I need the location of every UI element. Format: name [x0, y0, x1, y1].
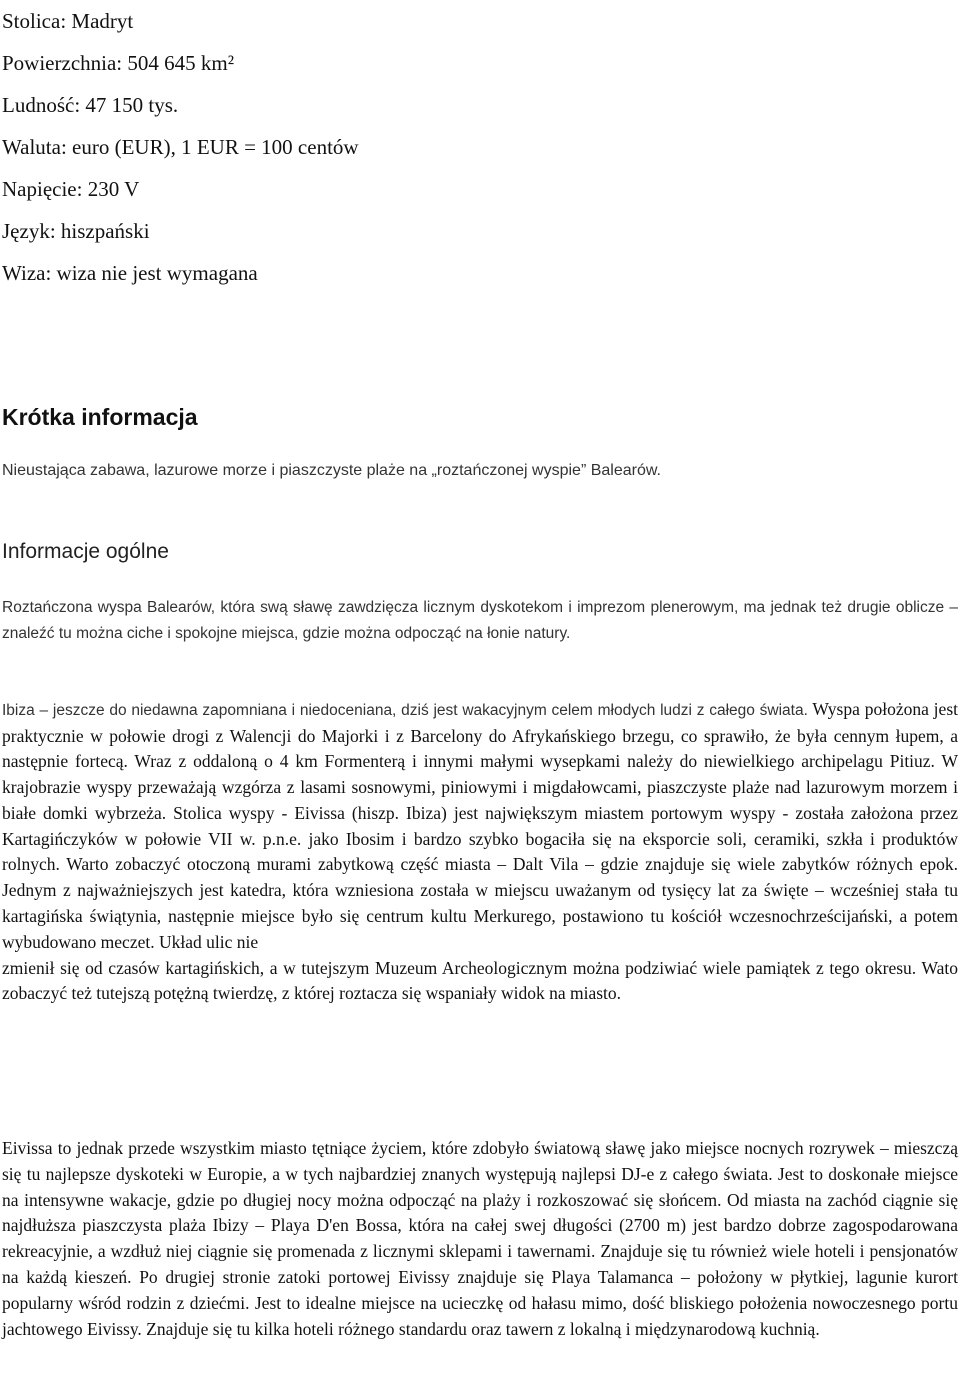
paragraph-2-intro: Ibiza – jeszcze do niedawna zapomniana i niedoceniana, dziś jest wakacyjnym celem młodych ludzi z całego świata.	[2, 702, 808, 719]
fact-voltage: Napięcie: 230 V	[2, 177, 140, 201]
general-info-paragraph-3: Eivissa to jednak przede wszystkim miasto tętniące życiem, które zdobyło światową sławę jako miejsce nocnych rozrywek – mieszczą się tu najlepsze dyskoteki w Europie, a w tych najbardziej znanych występują najlepsi DJ-e z całego świata. Jest to doskonałe miejsce na intensywne wakacje, gdzie po długiej nocy można odpocząć na plaży i rozkoszować się słońcem. Od miasta na zachód ciągnie się najdłuższa piaszczysta plaża Ibizy – Playa D'en Bossa, która na całej swej długości (2700 m) jest bardzo dobrze zagospodarowana rekreacyjnie, a wzdłuż niej ciągnie się promenada z licznymi sklepami i tawernami. Znajduje się tu również wiele hoteli i pensjonatów na każdą kieszeń. Po drugiej stronie zatoki portowej Eivissy znajduje się Playa Talamanca – położony w płytkiej, lagunie kurort popularny wśród rodzin z dziećmi. Jest to idealne miejsce na ucieczkę od hałasu mimo, dość bliskiego położenia nowoczesnego portu jachtowego Eivissy. Znajduje się tu kilka hoteli różnego standardu oraz tawern z lokalną i międzynarodową kuchnią.	[2, 1138, 958, 1339]
fact-population: Ludność: 47 150 tys.	[2, 93, 179, 117]
fact-language: Język: hiszpański	[2, 219, 150, 243]
general-info-heading: Informacje ogólne	[2, 540, 169, 563]
short-info-text: Nieustająca zabawa, lazurowe morze i piaszczyste plaże na „roztańczonej wyspie” Balearów.	[2, 462, 661, 479]
paragraph-2-tail: zmienił się od czasów kartagińskich, a w tutejszym Muzeum Archeologicznym można podziwiać wiele pamiątek z tego okresu. Wato zobaczyć też tutejszą potężną twierdzę, z której roztacza się wspaniały widok na miasto.	[2, 957, 958, 1004]
fact-capital: Stolica: Madryt	[2, 9, 134, 33]
fact-currency: Waluta: euro (EUR), 1 EUR = 100 centów	[2, 135, 359, 159]
general-info-paragraph-2	[2, 697, 958, 1007]
general-info-paragraph-1: Roztańczona wyspa Balearów, która swą sławę zawdzięcza licznym dyskotekom i imprezom plenerowym, ma jednak też drugie oblicze – znaleźć tu można ciche i spokojne miejsca, gdzie można odpocząć na łonie natury.	[2, 599, 958, 642]
fact-visa: Wiza: wiza nie jest wymagana	[2, 261, 258, 285]
fact-area: Powierzchnia: 504 645 km²	[2, 51, 235, 75]
facts-list	[2, 0, 952, 294]
paragraph-2-body: Wyspa położona jest praktycznie w połowie drogi z Walencji do Majorki i z Barcelony do Afrykańskiego brzegu, co sprawiło, że była cennym łupem, a następnie fortecą. Wraz z oddaloną o 4 km Formenterą i innymi małymi wysepkami należy do niewielkiego archipelagu Pitiuz. W krajobrazie wyspy przeważają wzgórza z lasami sosnowymi, piniowymi i migdałowcami, piaszczyste plaże nad lazurowym morzem i białe domki wybrzeża. Stolica wyspy - Eivissa (hiszp. Ibiza) jest największym miastem portowym wyspy - została założona przez Kartagińczyków w połowie VII w. p.n.e. jako Ibosim i bardzo szybko bogaciła się na eksporcie soli, ceramiki, szkła i produktów rolnych. Warto zobaczyć otoczoną murami zabytkową część miasta – Dalt Vila – gdzie znajduje się wiele zabytków różnych epok. Jednym z najważniejszych jest katedra, która wzniesiona została w miejscu uważanym od tysięcy lat za święte – wcześniej stała tu kartagińska świątynia, następnie miejsce było się centrum kultu Merkurego, postawiono tu kościół wczesnochrześcijański, a potem wybudowano meczet. Układ ulic nie	[2, 699, 958, 952]
short-info-heading: Krótka informacja	[2, 404, 198, 430]
